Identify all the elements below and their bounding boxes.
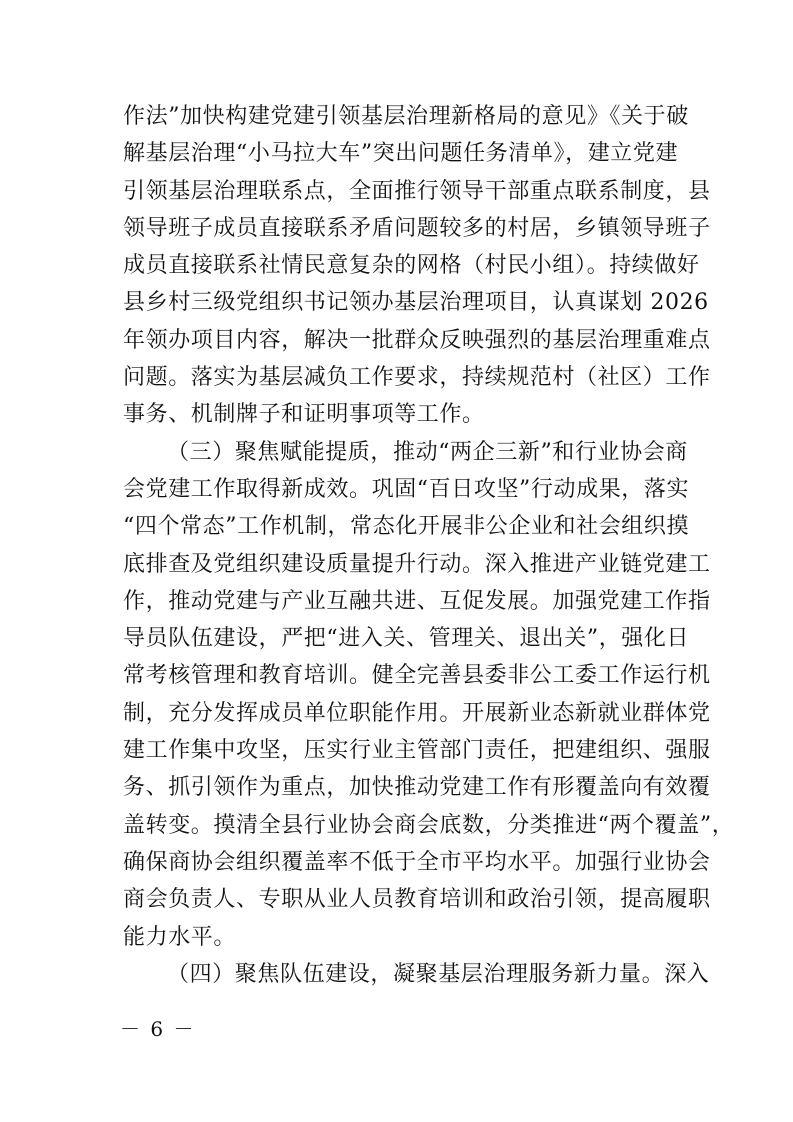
text-line: 能力水平。: [123, 924, 237, 950]
text-line: 盖转变。摸清全县行业协会商会底数，分类推进“两个覆盖”，: [123, 812, 735, 838]
section-heading-3: （三）聚焦赋能提质，推动“两企三新”和行业协会商: [167, 439, 688, 465]
text-line: 务、抓引领作为重点，加快推动党建工作有形覆盖向有效覆: [123, 775, 711, 801]
text-line: 领导班子成员直接联系矛盾问题较多的村居，乡镇领导班子: [123, 215, 711, 241]
text-line: 县乡村三级党组织书记领办基层治理项目，认真谋划 2026: [123, 290, 709, 316]
text-line: 制，充分发挥成员单位职能作用。开展新业态新就业群体党: [123, 700, 711, 726]
text-line: 建工作集中攻坚，压实行业主管部门责任，把建组织、强服: [123, 738, 711, 764]
page-number: － 6 －: [120, 1017, 196, 1041]
text-line: 成员直接联系社情民意复杂的网格（村民小组）。持续做好: [123, 253, 700, 279]
text-line: 解基层治理“小马拉大车”突出问题任务清单》，建立党建: [123, 141, 679, 167]
text-line: 导员队伍建设，严把“进入关、管理关、退出关”，强化日: [123, 626, 690, 652]
text-line: 作，推动党建与产业互融共进、互促发展。加强党建工作指: [123, 588, 711, 614]
text-line: 年领办项目内容，解决一批群众反映强烈的基层治理重难点: [123, 327, 711, 353]
section-heading-4: （四）聚焦队伍建设，凝聚基层治理服务新力量。深入: [167, 961, 710, 987]
text-line: 商会负责人、专职从业人员教育培训和政治引领，提高履职: [123, 887, 711, 913]
text-line: 会党建工作取得新成效。巩固“百日攻坚”行动成果，落实: [123, 476, 690, 502]
text-line: 引领基层治理联系点，全面推行领导干部重点联系制度，县: [123, 178, 711, 204]
text-line: 确保商协会组织覆盖率不低于全市平均水平。加强行业协会: [123, 849, 711, 875]
text-line: 常考核管理和教育培训。健全完善县委非公工委工作运行机: [123, 663, 711, 689]
text-line: “四个常态”工作机制，常态化开展非公企业和社会组织摸: [123, 514, 690, 540]
text-line: 事务、机制牌子和证明事项等工作。: [123, 402, 485, 428]
text-line: 底排查及党组织建设质量提升行动。深入推进产业链党建工: [123, 551, 711, 577]
body-text: [123, 98, 735, 993]
text-line: 作法”加快构建党建引领基层治理新格局的意见》《关于破: [123, 104, 689, 129]
text-line: 问题。落实为基层减负工作要求，持续规范村（社区）工作: [123, 365, 711, 391]
